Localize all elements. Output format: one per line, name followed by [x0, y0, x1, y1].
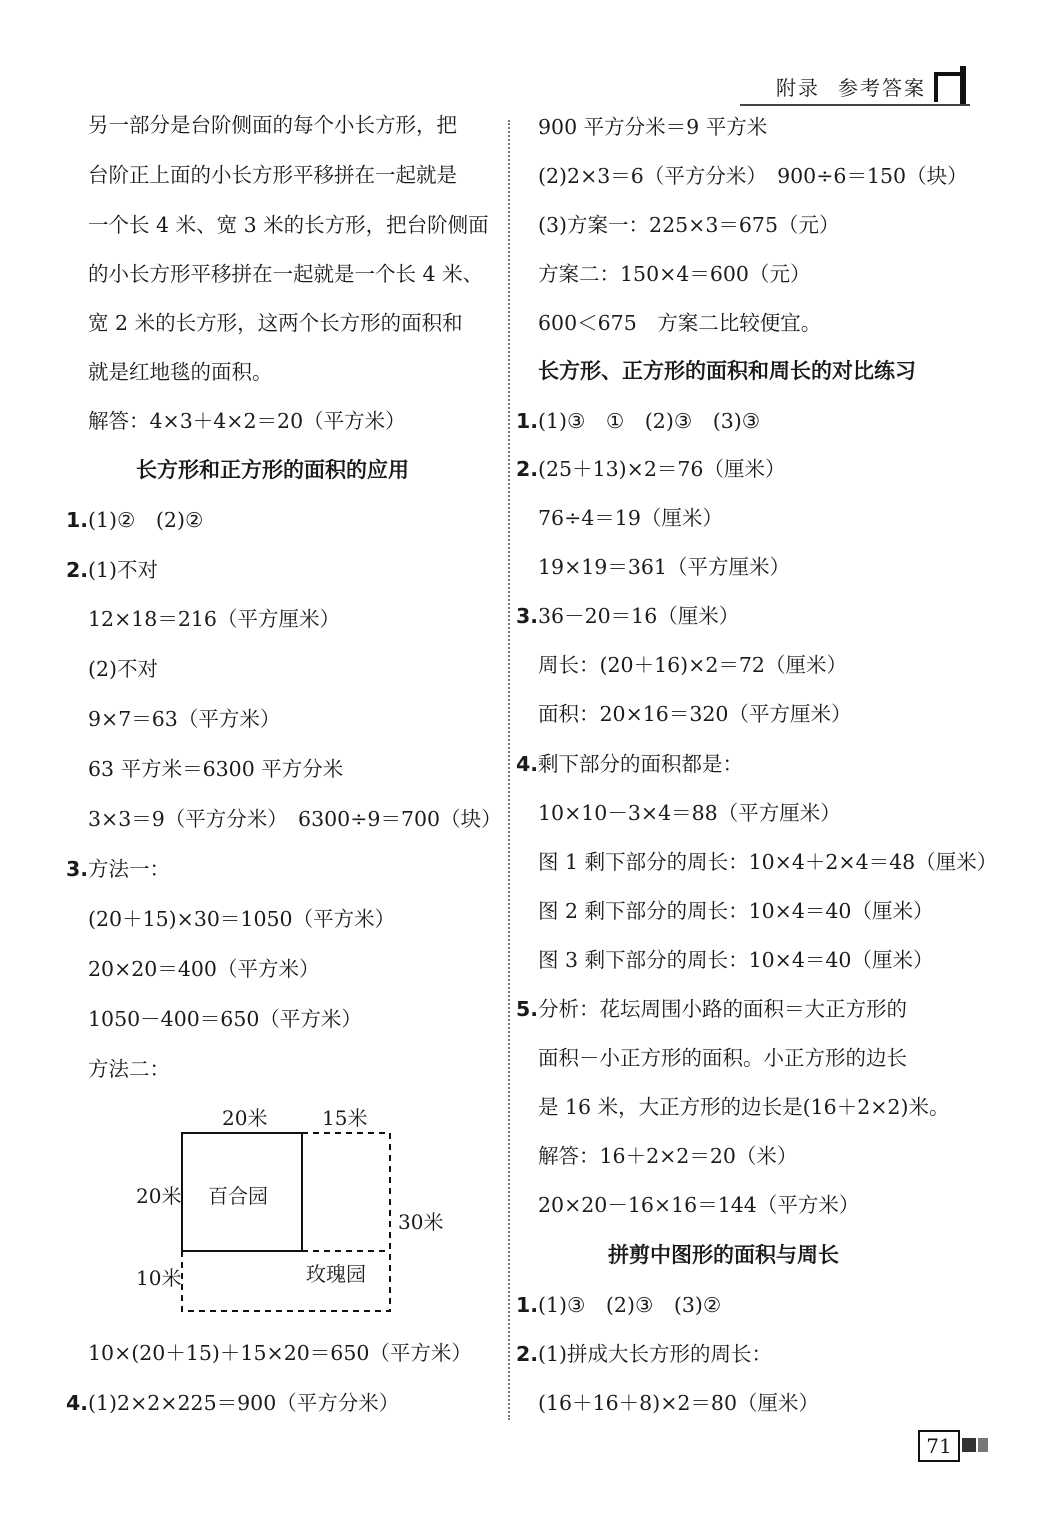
- label-top-right-width: 15米: [322, 1106, 368, 1130]
- label-left-bottom-height: 10米: [136, 1266, 182, 1290]
- label-top-left-width: 20米: [222, 1106, 268, 1130]
- page-number-deco-1: [962, 1438, 976, 1452]
- r2-line-2: 76÷4＝19（厘米）: [538, 506, 723, 530]
- r3-line-first: 36－20＝16（厘米）: [538, 604, 740, 628]
- r4-line-2: 10×10－3×4＝88（平方厘米）: [538, 801, 841, 825]
- left-line-2: 台阶正上面的小长方形平移拼在一起就是: [88, 163, 457, 187]
- s2-line-2: (16＋16＋8)×2＝80（厘米）: [538, 1391, 820, 1415]
- q3-line-4: 1050－400＝650（平方米）: [88, 1007, 362, 1031]
- q2-line-first: (1)不对: [88, 558, 159, 582]
- header-bracket-icon: [934, 72, 960, 102]
- header-answers: 参考答案: [838, 76, 926, 100]
- page-number-deco-2: [978, 1438, 988, 1452]
- r4-line-first: 剩下部分的面积都是：: [538, 752, 743, 776]
- header-appendix: 附录: [776, 76, 820, 100]
- r5-line-first: 分析：花坛周围小路的面积＝大正方形的: [538, 997, 907, 1021]
- s1-number: 1.: [516, 1293, 539, 1317]
- r4-number: 4.: [516, 752, 539, 776]
- q2-line-5: 63 平方米＝6300 平方分米: [88, 757, 344, 781]
- r4-line-3: 图 1 剩下部分的周长：10×4＋2×4＝48（厘米）: [538, 850, 998, 874]
- r2-line-first: (25＋13)×2＝76（厘米）: [538, 457, 786, 481]
- right-line-5: 600＜675 方案二比较便宜。: [538, 311, 822, 335]
- header-bar: [960, 66, 966, 106]
- q3-line-2: (20＋15)×30＝1050（平方米）: [88, 907, 396, 931]
- section-title-area-application: 长方形和正方形的面积的应用: [136, 458, 409, 482]
- page-number: 71: [918, 1430, 960, 1462]
- right-line-1: 900 平方分米＝9 平方米: [538, 115, 768, 139]
- page-header: [740, 66, 970, 106]
- right-line-4: 方案二：150×4＝600（元）: [538, 262, 811, 286]
- r1-number: 1.: [516, 409, 539, 433]
- r4-line-4: 图 2 剩下部分的周长：10×4＝40（厘米）: [538, 899, 934, 923]
- q3-after-diagram: 10×(20＋15)＋15×20＝650（平方米）: [88, 1341, 472, 1365]
- r3-number: 3.: [516, 604, 539, 628]
- left-line-7: 解答：4×3＋4×2＝20（平方米）: [88, 409, 406, 433]
- q2-line-6: 3×3＝9（平方分米） 6300÷9＝700（块）: [88, 807, 502, 831]
- left-line-6: 就是红地毯的面积。: [88, 360, 273, 384]
- r3-line-2: 周长：(20＋16)×2＝72（厘米）: [538, 653, 847, 677]
- q2-line-4: 9×7＝63（平方米）: [88, 707, 281, 731]
- q4-number: 4.: [66, 1391, 89, 1415]
- q3-line-first: 方法一：: [88, 857, 170, 881]
- q4-answer: (1)2×2×225＝900（平方分米）: [88, 1391, 400, 1415]
- label-lily-garden: 百合园: [208, 1184, 268, 1208]
- q2-number: 2.: [66, 558, 89, 582]
- section-title-cut-and-paste: 拼剪中图形的面积与周长: [608, 1243, 839, 1267]
- header-text: [776, 72, 926, 101]
- left-line-4: 的小长方形平移拼在一起就是一个长 4 米、: [88, 262, 484, 286]
- s2-number: 2.: [516, 1342, 539, 1366]
- r5-line-3: 是 16 米，大正方形的边长是(16＋2×2)米。: [538, 1095, 950, 1119]
- r5-line-4: 解答：16＋2×2＝20（米）: [538, 1144, 798, 1168]
- column-divider: [508, 120, 510, 1420]
- label-rose-garden: 玫瑰园: [306, 1262, 366, 1286]
- r5-line-2: 面积－小正方形的面积。小正方形的边长: [538, 1046, 907, 1070]
- r5-number: 5.: [516, 997, 539, 1021]
- section-title-comparison: 长方形、正方形的面积和周长的对比练习: [538, 359, 916, 383]
- r2-line-3: 19×19＝361（平方厘米）: [538, 555, 790, 579]
- r1-answer: (1)③ ① (2)③ (3)③: [538, 409, 761, 433]
- q2-line-2: 12×18＝216（平方厘米）: [88, 607, 340, 631]
- r5-line-5: 20×20－16×16＝144（平方米）: [538, 1193, 860, 1217]
- s2-line-first: (1)拼成大长方形的周长：: [538, 1342, 773, 1366]
- s1-answer: (1)③ (2)③ (3)②: [538, 1293, 722, 1317]
- right-line-3: (3)方案一：225×3＝675（元）: [538, 213, 840, 237]
- r2-number: 2.: [516, 457, 539, 481]
- label-right-height: 30米: [398, 1210, 444, 1234]
- r4-line-5: 图 3 剩下部分的周长：10×4＝40（厘米）: [538, 948, 934, 972]
- q1-answer: (1)② (2)②: [88, 508, 204, 532]
- q1-number: 1.: [66, 508, 89, 532]
- left-line-3: 一个长 4 米、宽 3 米的长方形，把台阶侧面: [88, 213, 489, 237]
- r3-line-3: 面积：20×16＝320（平方厘米）: [538, 702, 852, 726]
- label-left-top-height: 20米: [136, 1184, 182, 1208]
- header-rule: [740, 104, 970, 106]
- right-line-2: (2)2×3＝6（平方分米） 900÷6＝150（块）: [538, 164, 968, 188]
- garden-diagram: [130, 1100, 470, 1320]
- q3-line-3: 20×20＝400（平方米）: [88, 957, 320, 981]
- left-line-1: 另一部分是台阶侧面的每个小长方形，把: [88, 113, 457, 137]
- q3-line-5: 方法二：: [88, 1057, 170, 1081]
- left-line-5: 宽 2 米的长方形，这两个长方形的面积和: [88, 311, 463, 335]
- q2-line-3: (2)不对: [88, 657, 159, 681]
- q3-number: 3.: [66, 857, 89, 881]
